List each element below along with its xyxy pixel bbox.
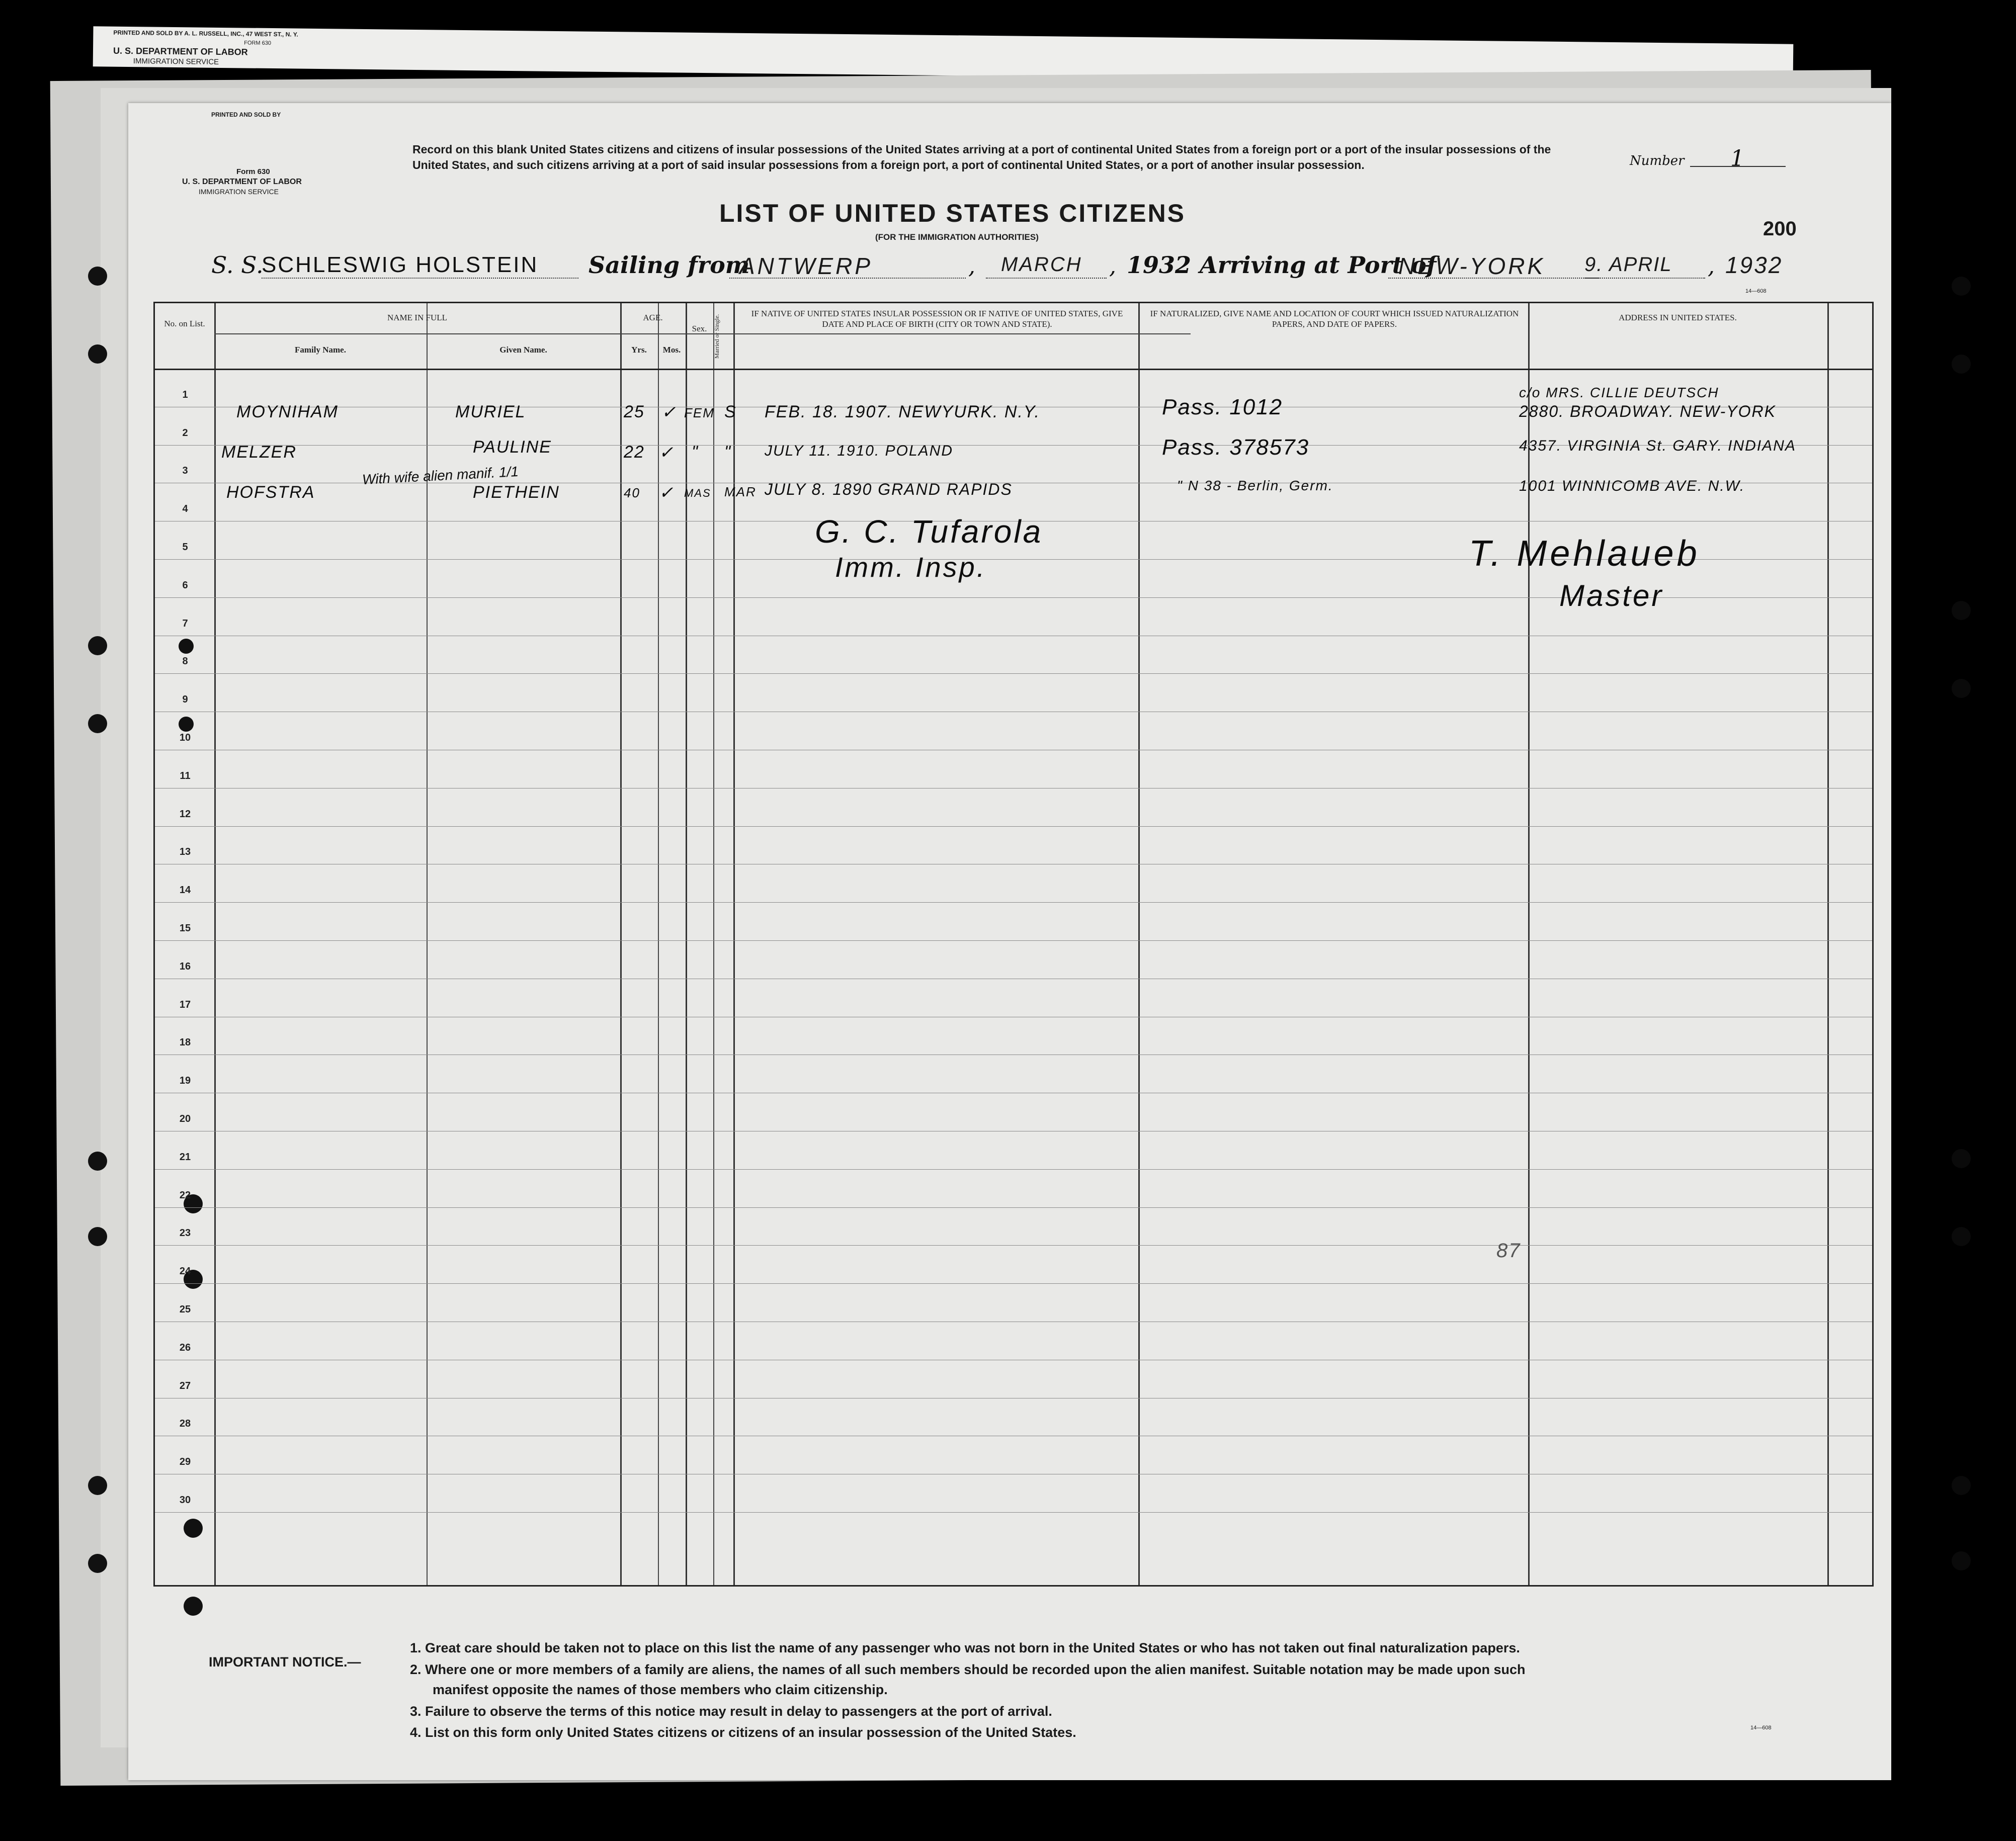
punch-hole bbox=[88, 1152, 107, 1171]
hdr-given-name: Given Name. bbox=[499, 345, 547, 355]
punch-hole bbox=[1952, 1476, 1971, 1495]
punch-hole bbox=[1952, 1551, 1971, 1570]
row-number: 17 bbox=[179, 999, 191, 1010]
page-stamp: 200 bbox=[1763, 218, 1797, 240]
entry-3-family: HOFSTRA bbox=[226, 483, 315, 502]
inspector-title: Imm. Insp. bbox=[835, 551, 987, 583]
entry-1-given: MURIEL bbox=[455, 402, 526, 421]
form-subtitle: (FOR THE IMMIGRATION AUTHORITIES) bbox=[875, 232, 1039, 242]
entry-3-naturalized: " N 38 - Berlin, Germ. bbox=[1177, 478, 1333, 493]
col-divider bbox=[713, 303, 714, 1585]
row-number: 1 bbox=[182, 389, 188, 400]
back-sheet-department: U. S. DEPARTMENT OF LABOR bbox=[113, 45, 248, 57]
sailing-port-line bbox=[729, 278, 966, 279]
entry-3-given: PIETHEIN bbox=[473, 483, 560, 502]
row-number: 8 bbox=[182, 656, 188, 667]
row-number: 12 bbox=[179, 808, 191, 820]
notice-label: IMPORTANT NOTICE.— bbox=[209, 1654, 361, 1670]
punch-hole bbox=[88, 714, 107, 733]
row-number: 13 bbox=[179, 846, 191, 858]
notice-code: 14—608 bbox=[1750, 1725, 1772, 1731]
inspector-signature: G. C. Tufarola bbox=[815, 513, 1043, 550]
col-divider bbox=[427, 303, 428, 1585]
row-number: 16 bbox=[179, 960, 191, 972]
col-divider bbox=[1138, 303, 1140, 1585]
entry-1-sex: FEM bbox=[684, 405, 715, 420]
entry-3-birth: JULY 8. 1890 GRAND RAPIDS bbox=[765, 480, 1013, 498]
row-number: 30 bbox=[179, 1495, 191, 1506]
row-rule bbox=[155, 826, 1872, 827]
entry-2-mos: ✓ bbox=[659, 443, 675, 462]
number-value: 1 bbox=[1730, 146, 1744, 171]
entry-1-naturalized: Pass. 1012 bbox=[1162, 395, 1283, 419]
stray-mark: 87 bbox=[1496, 1240, 1521, 1262]
entry-3-sex: MAS bbox=[684, 487, 711, 499]
punch-hole bbox=[1952, 1149, 1971, 1168]
entry-1-married: S bbox=[724, 402, 737, 421]
hdr-mos: Mos. bbox=[662, 345, 681, 355]
sailing-from-port: ANTWERP bbox=[739, 253, 873, 279]
sail-month-line bbox=[986, 278, 1107, 279]
col-divider bbox=[1528, 303, 1530, 1585]
arrival-date: 9. APRIL bbox=[1584, 253, 1672, 276]
form-title: LIST OF UNITED STATES CITIZENS bbox=[719, 199, 1186, 227]
hdr-age: AGE. bbox=[643, 313, 663, 322]
row-number: 6 bbox=[182, 579, 188, 591]
entry-2-birth: JULY 11. 1910. POLAND bbox=[765, 443, 953, 459]
row-number: 9 bbox=[182, 694, 188, 706]
entry-3-yrs: 40 bbox=[624, 485, 640, 500]
entry-1-address-line2: 2880. BROADWAY. NEW-YORK bbox=[1519, 402, 1776, 420]
arrival-date-line bbox=[1584, 278, 1705, 279]
row-number: 14 bbox=[179, 885, 191, 896]
ship-name-line bbox=[262, 278, 578, 279]
col-divider bbox=[620, 303, 622, 1585]
row-number: 22 bbox=[179, 1189, 191, 1201]
row-number: 28 bbox=[179, 1418, 191, 1430]
row-rule bbox=[155, 1207, 1872, 1208]
punch-hole bbox=[88, 1227, 107, 1246]
row-rule bbox=[155, 1245, 1872, 1246]
notice-item-2b: manifest opposite the names of those members who claim citizenship. bbox=[433, 1682, 888, 1697]
entry-2-naturalized: Pass. 378573 bbox=[1162, 435, 1310, 460]
entry-3-mos: ✓ bbox=[659, 483, 675, 502]
arrival-year: 1932 bbox=[1725, 252, 1783, 278]
col-divider bbox=[214, 303, 216, 1585]
entry-3-married: MAR bbox=[724, 484, 757, 499]
sail-month: MARCH bbox=[1001, 253, 1082, 276]
row-number: 24 bbox=[179, 1266, 191, 1277]
row-number: 3 bbox=[182, 465, 188, 477]
printer-code: 14—608 bbox=[1745, 288, 1767, 294]
entry-1-address-line1: c/o MRS. CILLIE DEUTSCH bbox=[1519, 385, 1719, 400]
form-department: U. S. DEPARTMENT OF LABOR bbox=[182, 178, 302, 186]
hdr-no-on-list: No. on List. bbox=[164, 319, 205, 328]
comma-1: , bbox=[968, 253, 975, 279]
back-sheet-service: IMMIGRATION SERVICE bbox=[133, 57, 219, 66]
row-number: 26 bbox=[179, 1342, 191, 1353]
ship-name: SCHLESWIG HOLSTEIN bbox=[262, 252, 539, 277]
notice-item-1: 1. Great care should be taken not to place on this list the name of any passenger who was not born in the United States or who has not taken out final naturalization papers. bbox=[410, 1640, 1520, 1655]
entry-1-yrs: 25 bbox=[624, 402, 645, 421]
punch-hole bbox=[184, 1597, 203, 1616]
master-signature: T. Mehlaueb bbox=[1469, 534, 1700, 574]
entry-1-mos: ✓ bbox=[661, 403, 677, 422]
punch-hole bbox=[1952, 355, 1971, 374]
hdr-yrs: Yrs. bbox=[631, 345, 647, 355]
row-number: 23 bbox=[179, 1228, 191, 1239]
form-printer: PRINTED AND SOLD BY bbox=[211, 111, 281, 118]
ship-line bbox=[0, 251, 2016, 282]
header-bottom-rule bbox=[155, 369, 1872, 370]
row-number: 7 bbox=[182, 618, 188, 629]
back-sheet-printer: PRINTED AND SOLD BY A. L. RUSSELL, INC., 47 WEST ST., N. Y. bbox=[113, 29, 298, 38]
form-service: IMMIGRATION SERVICE bbox=[199, 188, 279, 196]
row-rule bbox=[155, 1283, 1872, 1284]
arrival-port: NEW-YORK bbox=[1398, 253, 1546, 279]
entry-3-address-line1: 1001 WINNICOMB AVE. N.W. bbox=[1519, 478, 1745, 494]
row-number: 20 bbox=[179, 1113, 191, 1124]
header-divider bbox=[620, 333, 686, 334]
punch-hole bbox=[1952, 601, 1971, 620]
entry-1-birth: FEB. 18. 1907. NEWYURK. N.Y. bbox=[765, 402, 1040, 421]
arrival-port-line bbox=[1388, 278, 1600, 279]
row-number: 27 bbox=[179, 1380, 191, 1391]
ship-prefix: S. S. bbox=[211, 251, 264, 279]
entry-2-sex: " bbox=[692, 443, 699, 462]
row-rule bbox=[155, 1512, 1872, 1513]
number-label: Number bbox=[1630, 153, 1685, 168]
row-rule bbox=[155, 902, 1872, 903]
row-number: 10 bbox=[179, 732, 191, 743]
hdr-birth: IF NATIVE OF UNITED STATES INSULAR POSSESSION OR IF NATIVE OF UNITED STATES, GIVE DATE AND PLACE OF BIRTH (CITY OR TOWN AND STATE). bbox=[751, 309, 1123, 329]
comma-3: , bbox=[1708, 253, 1715, 279]
entry-2-yrs: 22 bbox=[624, 443, 645, 462]
row-rule bbox=[155, 940, 1872, 941]
master-title: Master bbox=[1559, 579, 1664, 612]
punch-hole bbox=[88, 1476, 107, 1495]
row-number: 18 bbox=[179, 1037, 191, 1048]
notice-item-4: 4. List on this form only United States citizens or citizens of an insular possession of the United States. bbox=[410, 1725, 1076, 1740]
hdr-sex: Sex. bbox=[692, 324, 707, 333]
punch-hole bbox=[88, 1554, 107, 1573]
entry-2-family: MELZER bbox=[221, 443, 297, 462]
row-number: 19 bbox=[179, 1075, 191, 1087]
hdr-married: Married or Single. bbox=[713, 314, 720, 359]
row-number: 5 bbox=[182, 542, 188, 553]
row-number: 2 bbox=[182, 427, 188, 439]
col-divider bbox=[1827, 303, 1829, 1585]
hdr-name-in-full: NAME IN FULL bbox=[387, 313, 447, 322]
hdr-address: ADDRESS IN UNITED STATES. bbox=[1619, 313, 1737, 322]
form-instruction: Record on this blank United States citizens and citizens of insular possessions of the United States arriving at a port of continental United States from a foreign port or a port of the insular possessions of the United States, and such citizens arriving at a port of said insular possessions from a foreign port, a port of continental United States, or a port of another insular possession. bbox=[412, 143, 1551, 172]
row-number: 21 bbox=[179, 1151, 191, 1163]
row-number: 29 bbox=[179, 1456, 191, 1468]
row-number: 11 bbox=[180, 770, 191, 781]
comma-2: , bbox=[1109, 253, 1116, 279]
notice-item-2a: 2. Where one or more members of a family are aliens, the names of all such members should be recorded upon the alien manifest. Suitable notation may be made upon such bbox=[410, 1662, 1526, 1677]
row-number: 15 bbox=[179, 923, 191, 934]
row-rule bbox=[155, 673, 1872, 674]
sailing-from-label: Sailing from bbox=[589, 251, 750, 279]
row-number: 25 bbox=[179, 1304, 191, 1315]
entry-1-family: MOYNIHAM bbox=[236, 402, 339, 421]
row-rule bbox=[155, 1169, 1872, 1170]
entry-2-married: " bbox=[724, 443, 732, 462]
punch-hole bbox=[88, 344, 107, 364]
hdr-naturalized: IF NATURALIZED, GIVE NAME AND LOCATION OF COURT WHICH ISSUED NATURALIZATION PAPERS, AND DATE OF PAPERS. bbox=[1150, 309, 1519, 329]
arriving-label: Arriving at Port of bbox=[1200, 251, 1437, 279]
form-number: Form 630 bbox=[236, 167, 270, 176]
punch-hole bbox=[1952, 1227, 1971, 1246]
notice-item-3: 3. Failure to observe the terms of this notice may result in delay to passengers at the port of arrival. bbox=[410, 1704, 1052, 1719]
hdr-family-name: Family Name. bbox=[295, 345, 346, 355]
punch-hole bbox=[88, 636, 107, 655]
entry-2-given: PAULINE bbox=[473, 437, 552, 457]
sail-year: 1932 bbox=[1127, 251, 1192, 279]
back-sheet-form: FORM 630 bbox=[244, 40, 272, 47]
alien-manifest-annotation: With wife alien manif. 1/1 bbox=[362, 463, 519, 488]
row-number: 4 bbox=[182, 503, 188, 515]
entry-2-address-line1: 4357. VIRGINIA St. GARY. INDIANA bbox=[1519, 437, 1796, 454]
punch-hole bbox=[1952, 679, 1971, 698]
